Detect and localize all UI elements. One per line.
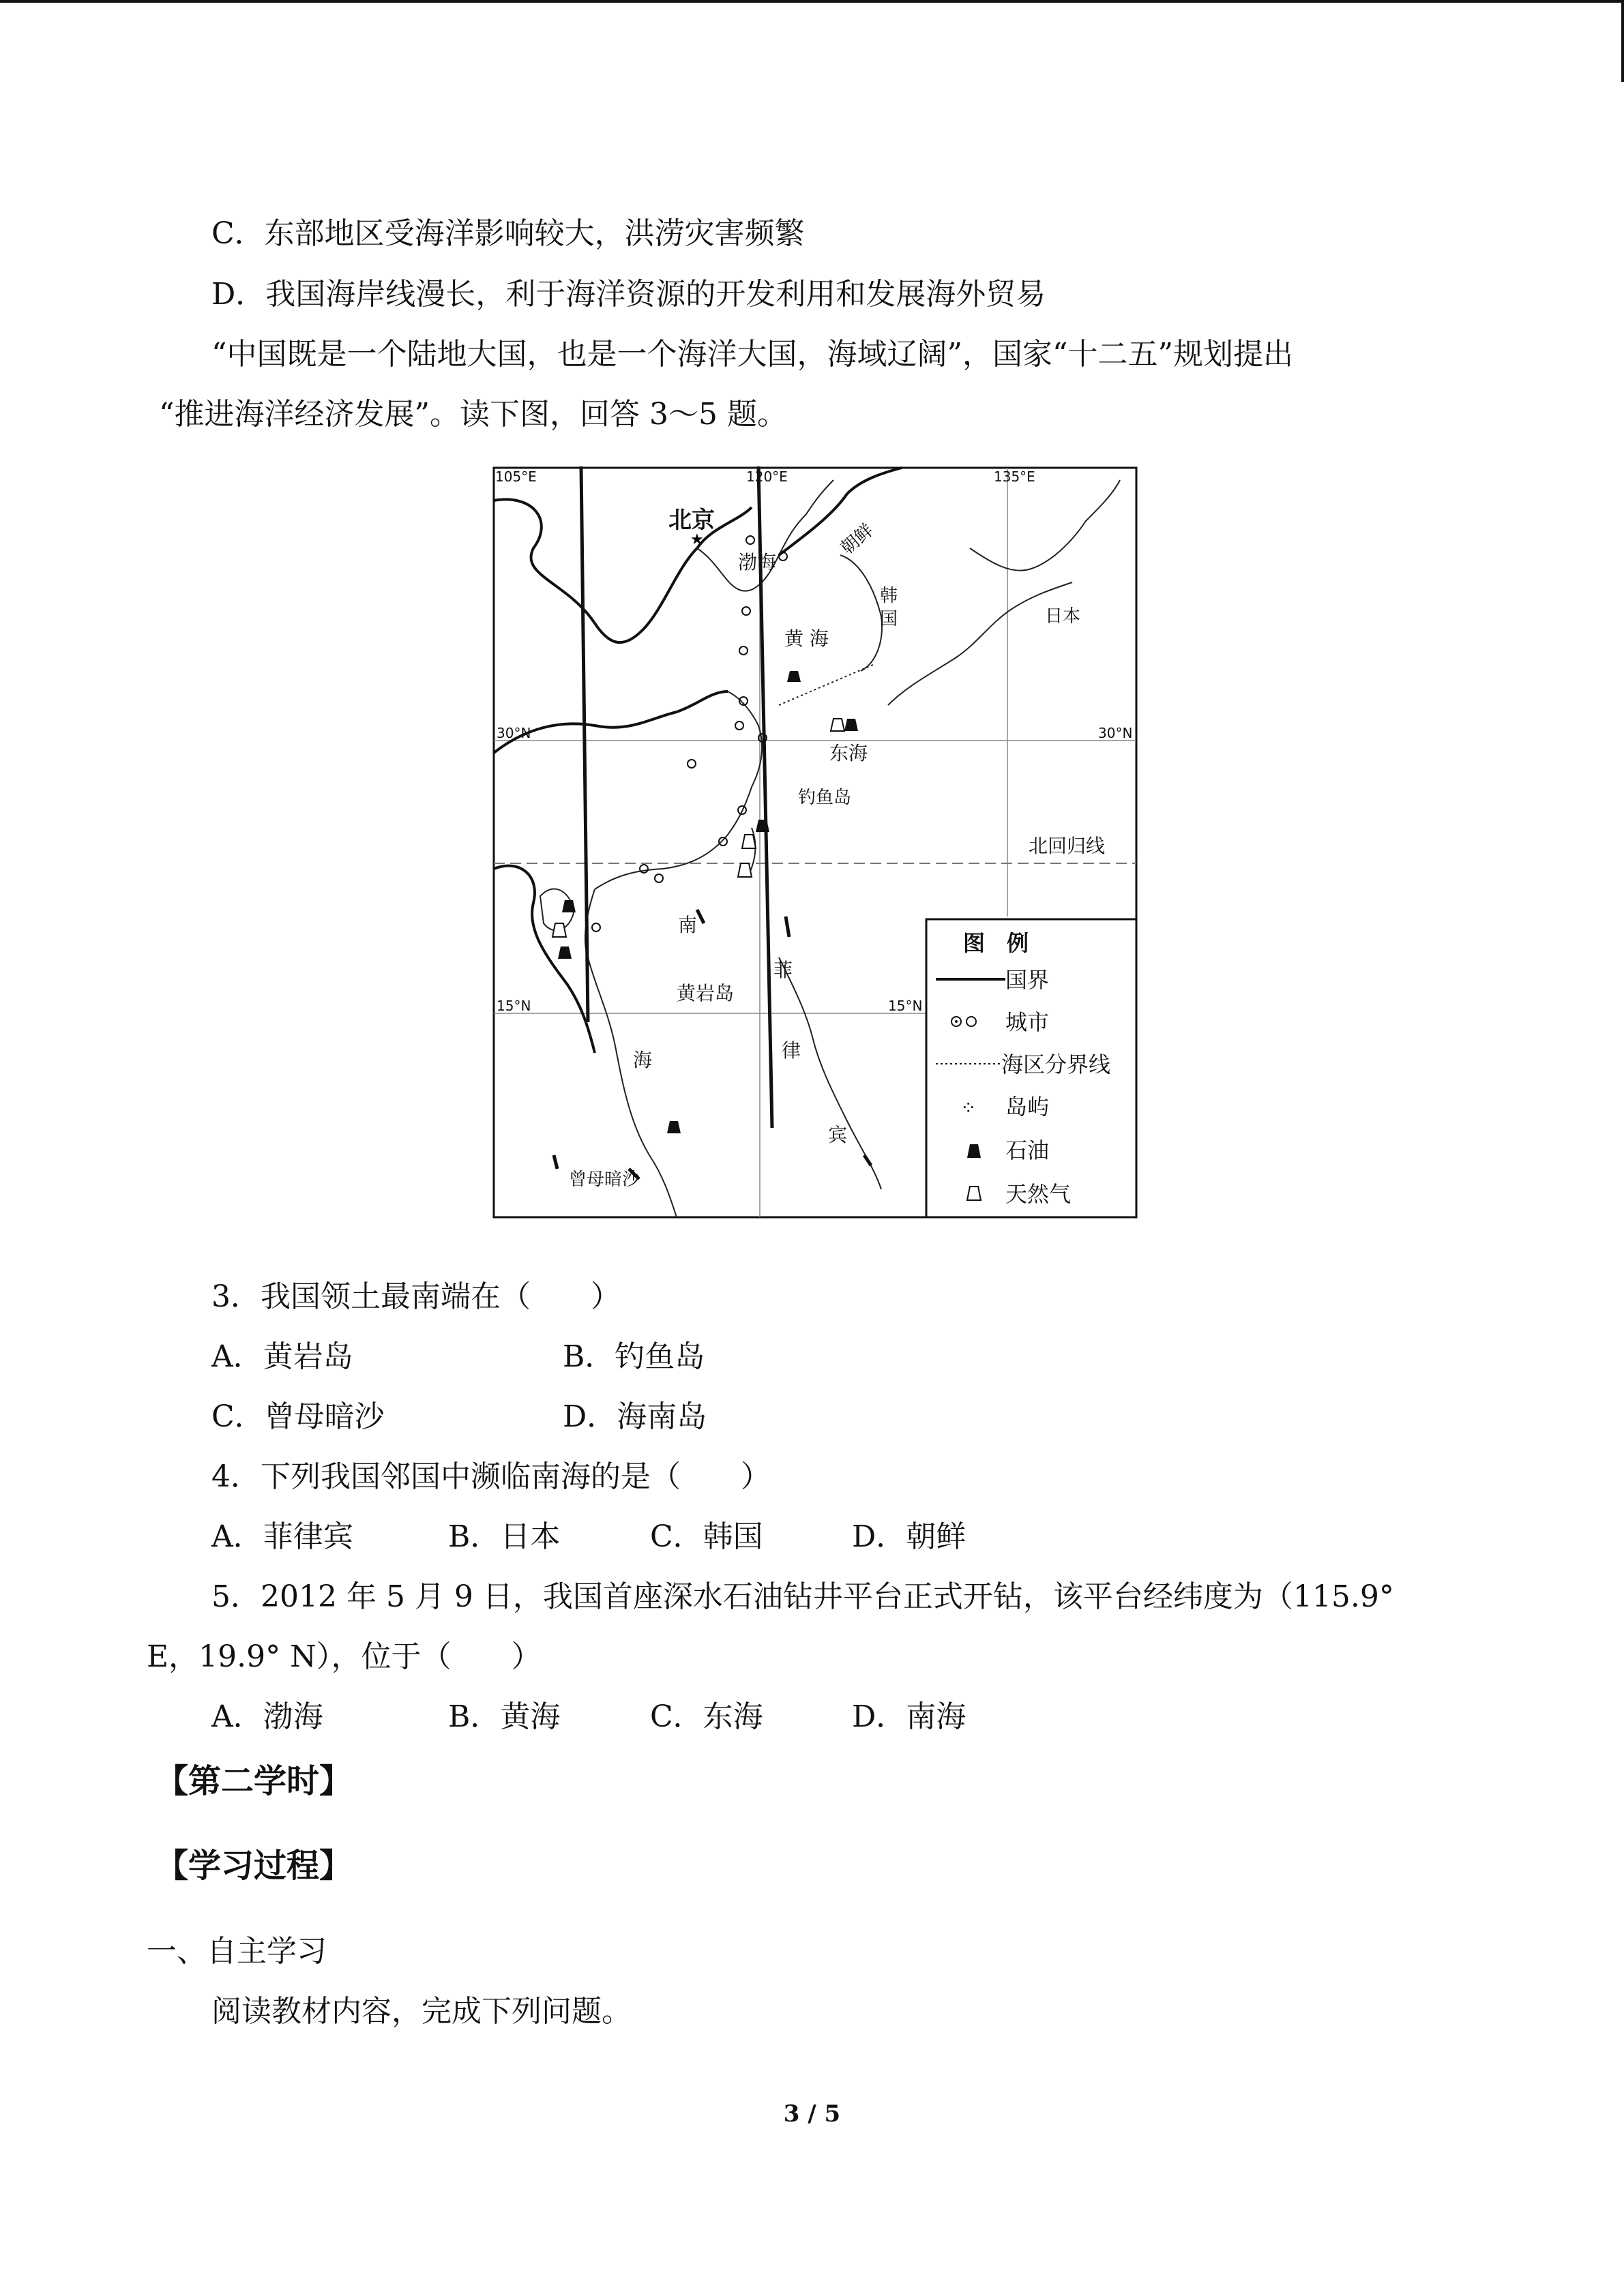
lon-label-105: 105°E (495, 468, 537, 485)
gas-marker (552, 923, 566, 937)
question-4-stem: 4．下列我国邻国中濒临南海的是（ ） (211, 1459, 771, 1494)
label-north-korea: 朝鲜 (837, 520, 878, 559)
q4-option-b: B．日本 (448, 1519, 561, 1554)
label-donghai: 东海 (829, 742, 868, 764)
question-3-row-1 (211, 1337, 705, 1377)
label-huanghai: 黄 海 (784, 627, 829, 650)
q3-option-d: D．海南岛 (563, 1399, 707, 1434)
subheading-self-study: 一、自主学习 (147, 1934, 327, 1969)
label-nan: 南 (678, 914, 698, 936)
instruction-text: 阅读教材内容，完成下列问题。 (211, 1994, 632, 2029)
question-3-stem: 3．我国领土最南端在（ ） (211, 1279, 621, 1314)
label-bohai: 渤海 (738, 551, 777, 573)
q3-option-c: C．曾母暗沙 (211, 1399, 385, 1434)
label-fei: 菲 (773, 959, 793, 981)
label-korea-2: 国 (880, 609, 898, 629)
legend-gas: 天然气 (1005, 1181, 1072, 1207)
label-bin: 宾 (828, 1124, 848, 1146)
lon-label-135: 135°E (994, 468, 1035, 485)
legend-border: 国界 (1005, 967, 1050, 993)
lon-label-120: 120°E (746, 468, 788, 485)
legend-title: 图 例 (963, 930, 1029, 956)
q5-option-a: A．渤海 (211, 1699, 323, 1734)
q4-option-d: D．朝鲜 (852, 1519, 966, 1554)
gas-marker (742, 835, 756, 848)
question-3-row-2 (211, 1397, 707, 1437)
question-5-row (211, 1697, 966, 1738)
lat-label-15-left: 15°N (497, 998, 531, 1014)
q4-option-a: A．菲律宾 (211, 1519, 353, 1554)
legend-oil: 石油 (1005, 1137, 1050, 1163)
option-d-text: D．我国海岸线漫长，利于海洋资源的开发利用和发展海外贸易 (211, 277, 1046, 312)
q5-option-c: C．东海 (650, 1699, 763, 1734)
intro-line-2: “推进海洋经济发展”。读下图，回答 3～5 题。 (159, 397, 787, 432)
china-seas-map (492, 466, 1138, 1219)
heading-learning-process: 【学习过程】 (156, 1847, 353, 1885)
option-c-text: C．东部地区受海洋影响较大，洪涝灾害频繁 (211, 216, 805, 251)
q5-option-d: D．南海 (852, 1699, 966, 1734)
question-4-row (211, 1517, 966, 1557)
q3-option-a: A．黄岩岛 (211, 1339, 353, 1374)
heading-second-period: 【第二学时】 (156, 1762, 353, 1800)
label-diaoyu: 钓鱼岛 (798, 788, 852, 808)
legend-sea-boundary: 海区分界线 (1001, 1052, 1111, 1077)
legend-island: 岛屿 (1005, 1094, 1050, 1120)
lat-label-30-right: 30°N (1098, 725, 1133, 741)
page-number: 3 / 5 (783, 2100, 841, 2128)
capital-star-icon: ★ (690, 531, 704, 548)
label-tropic: 北回归线 (1029, 835, 1106, 857)
gas-marker (738, 863, 752, 877)
q4-option-c: C．韩国 (650, 1519, 763, 1554)
island-dots-icon: ⁘ (960, 1097, 977, 1119)
label-huangyan: 黄岩岛 (677, 982, 735, 1004)
question-5-stem-2: E，19.9° N），位于（ ） (147, 1639, 542, 1674)
label-korea-1: 韩 (880, 586, 898, 606)
label-lv: 律 (782, 1039, 801, 1062)
page-top-border (0, 0, 1624, 3)
lat-label-30-left: 30°N (497, 725, 531, 741)
lat-label-15-right: 15°N (888, 998, 923, 1014)
legend-city: 城市 (1005, 1009, 1050, 1035)
label-hai: 海 (633, 1049, 653, 1071)
q3-option-b: B．钓鱼岛 (563, 1339, 705, 1374)
page-right-border (1621, 0, 1624, 82)
label-beijing: 北京 (668, 507, 715, 534)
gas-marker (831, 719, 844, 731)
intro-line-1: “中国既是一个陆地大国，也是一个海洋大国，海域辽阔”，国家“十二五”规划提出 (211, 337, 1293, 372)
question-5-stem-1: 5．2012 年 5 月 9 日，我国首座深水石油钻井平台正式开钻，该平台经纬度为（115.9° (211, 1579, 1394, 1614)
label-japan: 日本 (1045, 606, 1081, 627)
q5-option-b: B．黄海 (448, 1699, 561, 1734)
label-zengmu: 曾母暗沙 (569, 1169, 640, 1190)
